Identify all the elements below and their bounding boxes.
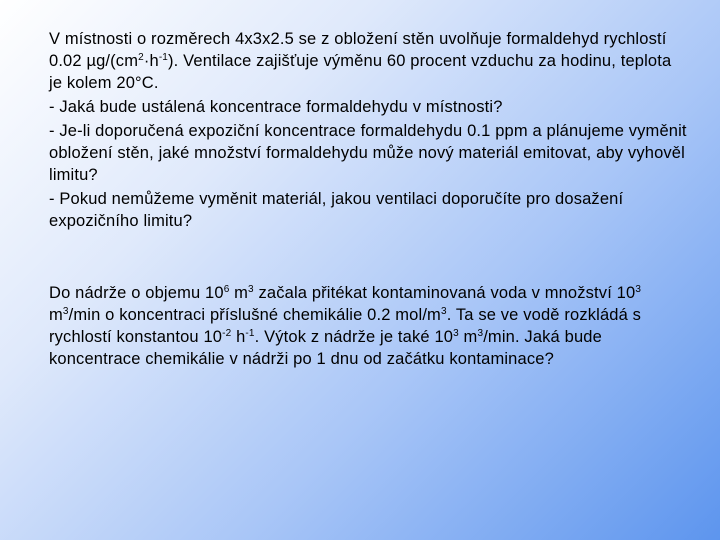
superscript: 3 xyxy=(248,284,254,295)
superscript: 3 xyxy=(440,306,447,317)
problem-2 xyxy=(49,282,689,370)
superscript: 3 xyxy=(477,328,484,339)
superscript: 3 xyxy=(453,328,459,339)
slide-content xyxy=(49,28,689,370)
problem-1-question-2: - Je-li doporučená expoziční koncentrace formaldehydu 0.1 ppm a plánujeme vyměnit obložení stěn, jaké množství formaldehydu může nový materiál emitovat, aby vyhověl limitu? xyxy=(49,122,687,184)
superscript: -1 xyxy=(245,328,255,339)
text-run: h xyxy=(231,328,246,346)
problem-2-text xyxy=(49,282,689,370)
superscript: 2 xyxy=(138,52,144,63)
text-run: začala přitékat kontaminovaná voda v množství 10 xyxy=(253,284,636,302)
superscript: 3 xyxy=(635,284,642,295)
text-run: ·h xyxy=(143,52,159,70)
text-run: . Ta se ve vodě rozkládá s rychlostí konstantou 10 xyxy=(49,306,642,346)
text-run: /min. Jaká bude koncentrace chemikálie v nádrži po 1 dnu od začátku kontaminace? xyxy=(49,328,602,368)
text-run: m xyxy=(458,328,478,346)
text-run: m xyxy=(49,306,63,324)
problem-1-question-3: - Pokud nemůžeme vyměnit materiál, jakou ventilaci doporučíte pro dosažení expozičního limitu? xyxy=(49,190,624,230)
text-run: Do nádrže o objemu 10 xyxy=(49,284,224,302)
text-run: /min o koncentraci příslušné chemikálie 0.2 mol/m xyxy=(68,306,441,324)
superscript: -1 xyxy=(158,52,169,63)
problem-1 xyxy=(49,28,689,232)
text-run: V místnosti o rozměrech 4x3x2.5 se z obložení stěn uvolňuje formaldehyd rychlostí 0.02 µg/(cm xyxy=(49,30,667,70)
superscript: -2 xyxy=(222,328,232,339)
text-run: m xyxy=(229,284,249,302)
text-run: . Výtok z nádrže je také 10 xyxy=(254,328,454,346)
superscript: 6 xyxy=(223,284,230,295)
problem-1-question-1: - Jaká bude ustálená koncentrace formaldehydu v místnosti? xyxy=(49,98,503,116)
superscript: 3 xyxy=(62,306,69,317)
text-run: ). Ventilace zajišťuje výměnu 60 procent vzduchu za hodinu, teplota je kolem 20°C. xyxy=(49,52,672,92)
problem-1-intro xyxy=(49,28,689,94)
